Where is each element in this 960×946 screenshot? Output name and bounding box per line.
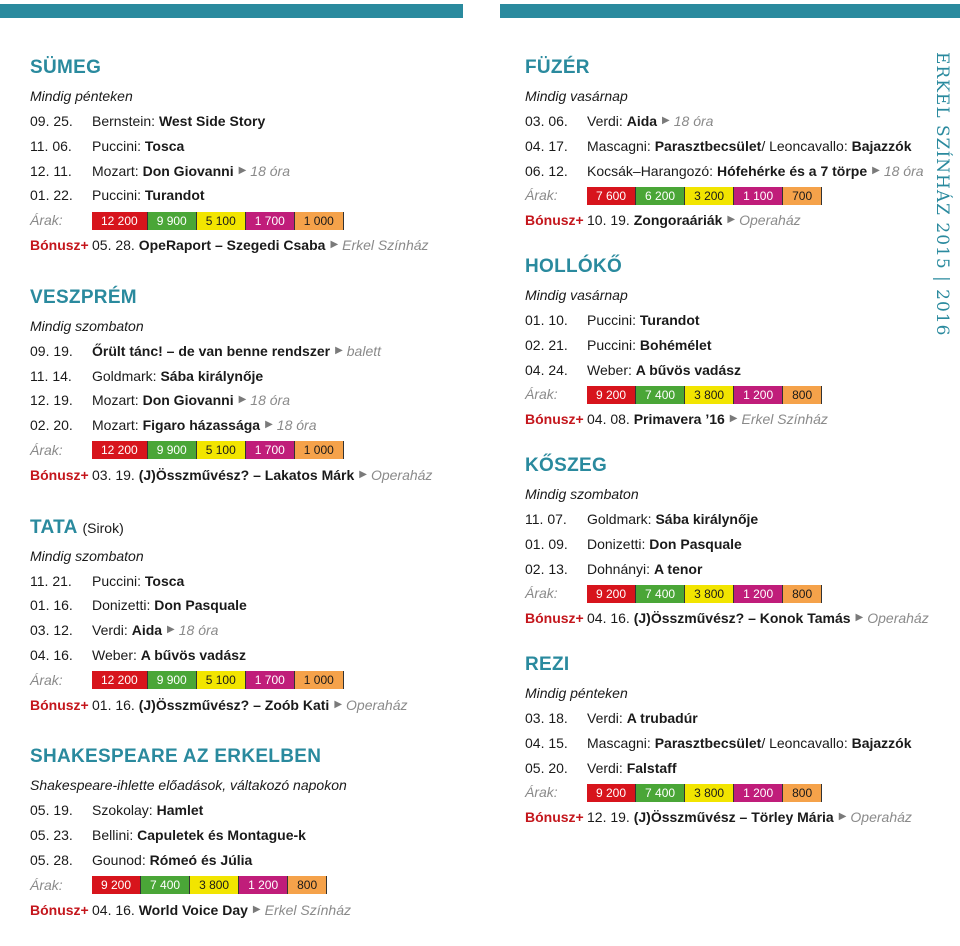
performance-row bbox=[30, 109, 470, 134]
bonus-venue: Erkel Színház bbox=[264, 901, 351, 918]
price-label: Árak: bbox=[525, 784, 558, 801]
performance-row bbox=[525, 358, 925, 383]
bonus-title: Primavera ’16 bbox=[633, 411, 725, 428]
price-tier: 800 bbox=[783, 784, 822, 802]
price-tier: 1 200 bbox=[734, 585, 783, 603]
bonus-row bbox=[525, 407, 925, 432]
work-title: Tosca bbox=[144, 572, 185, 589]
price-tier: 700 bbox=[783, 187, 822, 205]
venue-section bbox=[525, 649, 925, 830]
performance-date: 05. 23. bbox=[30, 827, 73, 844]
price-tier: 1 200 bbox=[239, 876, 288, 894]
bonus-label: Bónusz+ bbox=[30, 901, 89, 918]
work-title-second: Bajazzók bbox=[851, 137, 912, 154]
performance-row bbox=[30, 593, 470, 618]
bonus-venue: Operaház bbox=[346, 696, 408, 713]
work-title: Parasztbecsület bbox=[654, 734, 762, 751]
left-column bbox=[30, 52, 470, 946]
bonus-row bbox=[525, 606, 929, 631]
price-row bbox=[525, 581, 925, 606]
work-title: Figaro házassága bbox=[142, 417, 261, 434]
composer: Verdi: bbox=[587, 759, 623, 776]
venue-title bbox=[30, 741, 470, 773]
venue-schedule: Mindig vasárnap bbox=[525, 286, 628, 303]
performance-date: 03. 06. bbox=[525, 113, 568, 129]
composer: Puccini: bbox=[92, 137, 142, 154]
arrow-right-icon: ▶ bbox=[334, 698, 343, 710]
performance-extra: 18 óra bbox=[250, 162, 290, 179]
venue-title bbox=[525, 251, 925, 283]
performance-row bbox=[525, 557, 925, 582]
performance-row bbox=[525, 308, 925, 333]
composer: Puccini: bbox=[92, 572, 142, 589]
price-tier: 9 200 bbox=[587, 784, 636, 802]
performance-row bbox=[30, 823, 470, 848]
work-title: A bűvös vadász bbox=[635, 361, 742, 378]
price-tier: 9 900 bbox=[148, 671, 197, 689]
bonus-venue: Operaház bbox=[850, 809, 912, 826]
composer-second: / Leoncavallo: bbox=[761, 734, 848, 751]
price-tier: 9 200 bbox=[92, 876, 141, 894]
work-title: Don Pasquale bbox=[649, 535, 742, 552]
work-title: Hófehérke és a 7 törpe bbox=[716, 162, 868, 179]
performance-date: 05. 20. bbox=[525, 759, 568, 776]
work-title: Don Giovanni bbox=[142, 392, 234, 409]
venue-name: SHAKESPEARE AZ ERKELBEN bbox=[30, 746, 322, 768]
bonus-date: 04. 08. bbox=[587, 411, 630, 428]
arrow-right-icon: ▶ bbox=[252, 903, 261, 915]
bonus-date: 04. 16. bbox=[587, 610, 630, 627]
price-row bbox=[30, 208, 470, 233]
price-tier: 12 200 bbox=[92, 441, 148, 459]
venue-name: KŐSZEG bbox=[525, 454, 608, 476]
bonus-label: Bónusz+ bbox=[30, 696, 89, 713]
performance-row bbox=[525, 507, 925, 532]
venue-section bbox=[525, 450, 929, 631]
performance-row bbox=[30, 569, 470, 594]
composer: Mozart: bbox=[92, 392, 139, 409]
venue-section bbox=[30, 512, 470, 718]
composer: Verdi: bbox=[587, 709, 623, 726]
venue-title bbox=[30, 282, 470, 314]
composer: Donizetti: bbox=[587, 535, 646, 552]
work-title: A tenor bbox=[653, 560, 703, 577]
work-title: Őrült tánc! – de van benne rendszer bbox=[92, 342, 331, 359]
price-row bbox=[30, 438, 470, 463]
performance-date: 11. 21. bbox=[30, 572, 72, 589]
venue-note: (Sirok) bbox=[82, 519, 124, 536]
performance-row bbox=[30, 183, 470, 208]
work-title: Bohémélet bbox=[639, 336, 712, 353]
side-title-text: ERKEL SZÍNHÁZ 2015 | 2016 bbox=[932, 52, 952, 337]
venue-schedule: Mindig pénteken bbox=[30, 88, 133, 104]
performance-row bbox=[30, 364, 470, 389]
price-tier: 5 100 bbox=[197, 212, 246, 230]
venue-title bbox=[30, 512, 470, 544]
arrow-right-icon: ▶ bbox=[359, 468, 367, 480]
venue-section bbox=[30, 52, 470, 258]
venue-section bbox=[30, 741, 470, 922]
performance-date: 02. 13. bbox=[525, 560, 568, 577]
price-tier: 1 000 bbox=[295, 441, 344, 459]
bonus-title: (J)Összművész – Törley Mária bbox=[633, 809, 834, 826]
price-tier: 9 900 bbox=[148, 441, 197, 459]
work-title: Turandot bbox=[144, 187, 205, 204]
bonus-title: World Voice Day bbox=[138, 901, 248, 918]
arrow-right-icon: ▶ bbox=[662, 115, 670, 126]
price-tier: 7 400 bbox=[636, 784, 685, 802]
price-tier: 12 200 bbox=[92, 671, 148, 689]
performance-row bbox=[30, 798, 470, 823]
arrow-right-icon: ▶ bbox=[838, 811, 847, 823]
composer: Weber: bbox=[587, 361, 632, 378]
performance-date: 11. 07. bbox=[525, 510, 567, 527]
top-bar-right bbox=[500, 4, 960, 18]
arrow-right-icon: ▶ bbox=[335, 344, 343, 356]
venue-schedule: Shakespeare-ihlette előadások, váltakozó napokon bbox=[30, 777, 347, 794]
bonus-title: Zongoraáriák bbox=[633, 212, 723, 229]
performance-row bbox=[525, 333, 925, 358]
bonus-row bbox=[30, 898, 470, 923]
price-row bbox=[525, 382, 925, 407]
bonus-title: (J)Összművész? – Zoób Kati bbox=[138, 696, 330, 713]
work-title: Hamlet bbox=[156, 802, 204, 819]
price-tier: 3 800 bbox=[190, 876, 239, 894]
price-tier: 3 800 bbox=[685, 386, 734, 404]
price-tier: 12 200 bbox=[92, 212, 148, 230]
arrow-right-icon: ▶ bbox=[238, 394, 247, 406]
work-title: Rómeó és Júlia bbox=[149, 851, 253, 868]
bonus-venue: Operaház bbox=[739, 212, 801, 229]
composer: Verdi: bbox=[587, 113, 623, 129]
composer: Mascagni: bbox=[587, 137, 651, 154]
composer: Mascagni: bbox=[587, 734, 651, 751]
price-tier: 1 100 bbox=[734, 187, 783, 205]
price-tier: 1 000 bbox=[295, 671, 344, 689]
bonus-date: 10. 19. bbox=[587, 212, 630, 229]
arrow-right-icon: ▶ bbox=[265, 419, 273, 431]
price-label: Árak: bbox=[525, 585, 558, 602]
work-title: Parasztbecsület bbox=[654, 137, 762, 154]
price-label: Árak: bbox=[525, 386, 558, 403]
work-title: Don Pasquale bbox=[154, 597, 247, 614]
bonus-label: Bónusz+ bbox=[525, 411, 584, 428]
performance-row bbox=[525, 159, 925, 184]
arrow-right-icon: ▶ bbox=[330, 238, 339, 250]
work-title: A trubadúr bbox=[626, 709, 698, 726]
work-title: Capuletek és Montague-k bbox=[137, 827, 306, 844]
bonus-label: Bónusz+ bbox=[525, 610, 584, 627]
performance-row bbox=[525, 109, 925, 134]
performance-extra: 18 óra bbox=[276, 417, 317, 434]
price-tier: 1 200 bbox=[734, 784, 783, 802]
performance-row bbox=[30, 643, 470, 668]
performance-date: 04. 24. bbox=[525, 361, 568, 378]
bonus-venue: Erkel Színház bbox=[741, 411, 828, 428]
bonus-venue: Erkel Színház bbox=[342, 236, 429, 253]
bonus-date: 03. 19. bbox=[92, 466, 135, 483]
arrow-right-icon: ▶ bbox=[238, 164, 247, 176]
bonus-venue: Operaház bbox=[370, 466, 433, 483]
price-tier: 9 900 bbox=[148, 212, 197, 230]
composer: Puccini: bbox=[587, 336, 637, 353]
arrow-right-icon: ▶ bbox=[727, 214, 736, 226]
work-title: Falstaff bbox=[626, 759, 677, 776]
bonus-row bbox=[30, 693, 470, 718]
work-title: Sába királynője bbox=[655, 510, 759, 527]
side-title bbox=[922, 52, 960, 337]
performance-row bbox=[30, 388, 470, 413]
performance-date: 12. 11. bbox=[30, 162, 72, 179]
venue-schedule: Mindig szombaton bbox=[30, 317, 144, 334]
price-tier: 1 700 bbox=[246, 212, 295, 230]
performance-date: 11. 14. bbox=[30, 367, 72, 384]
venue-name: HOLLÓKŐ bbox=[525, 255, 623, 277]
performance-row bbox=[525, 706, 925, 731]
price-row bbox=[525, 183, 925, 208]
price-tier: 7 400 bbox=[636, 585, 685, 603]
performance-date: 01. 22. bbox=[30, 187, 73, 204]
venue-schedule: Mindig szombaton bbox=[30, 547, 144, 564]
performance-date: 06. 12. bbox=[525, 162, 568, 179]
composer: Weber: bbox=[92, 646, 137, 663]
performance-date: 12. 19. bbox=[30, 392, 73, 409]
performance-row bbox=[30, 134, 470, 159]
composer: Goldmark: bbox=[92, 367, 157, 384]
performance-extra: balett bbox=[346, 342, 382, 359]
performance-extra: 18 óra bbox=[673, 113, 714, 129]
performance-row bbox=[525, 134, 925, 159]
work-title: Tosca bbox=[144, 137, 185, 154]
price-tier: 1 700 bbox=[246, 441, 295, 459]
bonus-label: Bónusz+ bbox=[525, 809, 584, 826]
bonus-date: 12. 19. bbox=[587, 809, 630, 826]
venue-title bbox=[30, 52, 470, 84]
price-tier: 1 200 bbox=[734, 386, 783, 404]
performance-date: 04. 17. bbox=[525, 137, 568, 154]
venue-schedule: Mindig vasárnap bbox=[525, 88, 628, 104]
price-tier: 7 400 bbox=[141, 876, 190, 894]
composer: Dohnányi: bbox=[587, 560, 651, 577]
bonus-date: 04. 16. bbox=[92, 901, 135, 918]
bonus-row bbox=[30, 463, 470, 488]
price-tier: 5 100 bbox=[197, 441, 246, 459]
price-row bbox=[30, 873, 470, 898]
performance-date: 05. 28. bbox=[30, 851, 73, 868]
top-bar-left bbox=[0, 4, 463, 18]
work-title: West Side Story bbox=[158, 113, 266, 129]
price-tier: 9 200 bbox=[587, 386, 636, 404]
venue-section bbox=[525, 251, 925, 432]
work-title: Aida bbox=[131, 622, 163, 639]
price-label: Árak: bbox=[30, 212, 63, 229]
bonus-row bbox=[525, 208, 925, 233]
venue-section bbox=[30, 282, 470, 488]
composer: Szokolay: bbox=[92, 802, 153, 819]
price-tier: 800 bbox=[783, 386, 822, 404]
composer: Bernstein: bbox=[92, 113, 156, 129]
performance-date: 01. 10. bbox=[525, 311, 568, 328]
work-title: Don Giovanni bbox=[142, 162, 234, 179]
performance-date: 11. 06. bbox=[30, 137, 72, 154]
venue-schedule: Mindig szombaton bbox=[525, 485, 639, 502]
venue-name: SÜMEG bbox=[30, 57, 102, 78]
price-tier: 6 200 bbox=[636, 187, 685, 205]
price-row bbox=[30, 668, 470, 693]
performance-date: 04. 16. bbox=[30, 646, 73, 663]
composer: Verdi: bbox=[92, 622, 128, 639]
work-title: Turandot bbox=[639, 311, 700, 328]
price-tier: 800 bbox=[288, 876, 327, 894]
composer: Donizetti: bbox=[92, 597, 151, 614]
bonus-venue: Operaház bbox=[867, 610, 929, 627]
bonus-label: Bónusz+ bbox=[30, 236, 89, 253]
arrow-right-icon: ▶ bbox=[855, 612, 864, 624]
arrow-right-icon: ▶ bbox=[167, 624, 175, 636]
venue-name: REZI bbox=[525, 653, 570, 675]
price-tier: 7 400 bbox=[636, 386, 685, 404]
venue-name: FÜZÉR bbox=[525, 57, 590, 78]
work-title: A bűvös vadász bbox=[140, 646, 247, 663]
composer: Mozart: bbox=[92, 162, 139, 179]
performance-date: 01. 09. bbox=[525, 535, 568, 552]
price-label: Árak: bbox=[30, 671, 63, 688]
performance-row bbox=[525, 731, 925, 756]
performance-row bbox=[30, 618, 470, 643]
venue-schedule: Mindig pénteken bbox=[525, 684, 628, 701]
performance-date: 03. 18. bbox=[525, 709, 568, 726]
performance-row bbox=[30, 848, 470, 873]
composer: Kocsák–Harangozó: bbox=[587, 162, 714, 179]
performance-row bbox=[525, 532, 925, 557]
performance-date: 09. 19. bbox=[30, 342, 73, 359]
performance-date: 02. 20. bbox=[30, 417, 73, 434]
venue-name: VESZPRÉM bbox=[30, 286, 137, 308]
composer: Goldmark: bbox=[587, 510, 652, 527]
performance-extra: 18 óra bbox=[250, 392, 290, 409]
bonus-title: (J)Összművész? – Lakatos Márk bbox=[138, 466, 355, 483]
performance-extra: 18 óra bbox=[178, 622, 219, 639]
composer: Puccini: bbox=[92, 187, 142, 204]
price-tier: 3 200 bbox=[685, 187, 734, 205]
bonus-row bbox=[525, 805, 925, 830]
bonus-date: 05. 28. bbox=[92, 236, 135, 253]
venue-title bbox=[525, 52, 925, 84]
price-tier: 1 700 bbox=[246, 671, 295, 689]
performance-date: 02. 21. bbox=[525, 336, 568, 353]
composer: Gounod: bbox=[92, 851, 146, 868]
price-tier: 800 bbox=[783, 585, 822, 603]
price-tier: 3 800 bbox=[685, 784, 734, 802]
performance-extra: 18 óra bbox=[883, 162, 924, 179]
arrow-right-icon: ▶ bbox=[729, 413, 738, 425]
composer: Puccini: bbox=[587, 311, 637, 328]
price-row bbox=[525, 780, 925, 805]
composer: Bellini: bbox=[92, 827, 134, 844]
performance-date: 05. 19. bbox=[30, 802, 73, 819]
bonus-date: 01. 16. bbox=[92, 696, 135, 713]
performance-row bbox=[30, 413, 470, 438]
performance-row bbox=[525, 756, 925, 781]
right-column bbox=[525, 52, 929, 848]
performance-date: 04. 15. bbox=[525, 734, 568, 751]
bonus-title: (J)Összművész? – Konok Tamás bbox=[633, 610, 851, 627]
work-title: Aida bbox=[626, 113, 658, 129]
venue-name: TATA bbox=[30, 516, 77, 538]
composer: Mozart: bbox=[92, 417, 139, 434]
venue-section bbox=[525, 52, 925, 233]
price-tier: 7 600 bbox=[587, 187, 636, 205]
price-label: Árak: bbox=[525, 187, 558, 204]
performance-date: 03. 12. bbox=[30, 622, 73, 639]
arrow-right-icon: ▶ bbox=[872, 164, 880, 176]
bonus-title: OpeRaport – Szegedi Csaba bbox=[138, 236, 326, 253]
bonus-label: Bónusz+ bbox=[525, 212, 584, 229]
bonus-label: Bónusz+ bbox=[30, 466, 89, 483]
price-label: Árak: bbox=[30, 876, 63, 893]
composer-second: / Leoncavallo: bbox=[761, 137, 848, 154]
price-label: Árak: bbox=[30, 441, 63, 458]
price-tier: 9 200 bbox=[587, 585, 636, 603]
work-title-second: Bajazzók bbox=[851, 734, 912, 751]
venue-title bbox=[525, 450, 925, 482]
performance-date: 01. 16. bbox=[30, 597, 73, 614]
performance-row bbox=[30, 159, 470, 184]
price-tier: 3 800 bbox=[685, 585, 734, 603]
work-title: Sába királynője bbox=[160, 367, 264, 384]
performance-row bbox=[30, 339, 470, 364]
venue-title bbox=[525, 649, 925, 681]
performance-date: 09. 25. bbox=[30, 113, 73, 129]
bonus-row bbox=[30, 233, 470, 258]
price-tier: 1 000 bbox=[295, 212, 344, 230]
price-tier: 5 100 bbox=[197, 671, 246, 689]
